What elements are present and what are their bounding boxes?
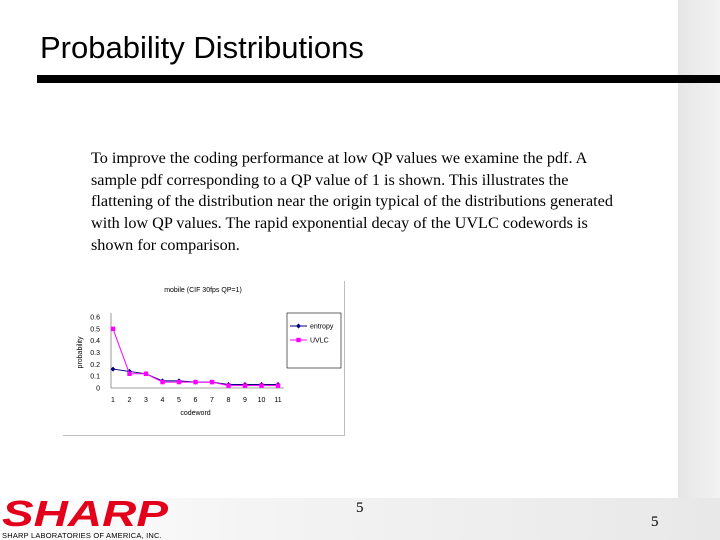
- data-point-uvlc: [259, 383, 263, 387]
- legend-label-uvlc: UVLC: [310, 337, 329, 345]
- body-paragraph: To improve the coding performance at low QP values we examine the pdf. A sample pdf corresponding to a QP value of 1 is shown. This illustrates the flattening of the distribution near the origin typical of the distributions generated with low QP values. The rapid exponential decay of the UVLC codewords is shown for comparison.: [91, 149, 613, 254]
- sharp-logo: [2, 498, 170, 530]
- data-point-uvlc: [160, 380, 164, 384]
- title-underline: [37, 75, 720, 83]
- slide-title: Probability Distributions: [40, 30, 364, 65]
- x-tick-label: 7: [210, 397, 214, 404]
- page-number-right: 5: [651, 514, 659, 530]
- data-point-uvlc: [193, 380, 197, 384]
- data-point-uvlc: [127, 372, 131, 376]
- sharp-logo-text: SHARP: [2, 498, 170, 530]
- y-tick-label: 0: [96, 385, 100, 393]
- data-point-uvlc: [144, 372, 148, 376]
- series-line-uvlc: [113, 329, 278, 386]
- data-point-uvlc: [111, 327, 115, 331]
- data-point-uvlc: [276, 383, 280, 387]
- data-point-uvlc: [226, 383, 230, 387]
- x-tick-label: 3: [144, 397, 148, 404]
- x-tick-label: 1: [111, 397, 115, 404]
- page-number-center: 5: [356, 500, 364, 516]
- x-tick-label: 10: [257, 397, 266, 404]
- y-tick-label: 0.4: [90, 338, 100, 346]
- legend-marker-uvlc: [296, 338, 300, 342]
- y-tick-label: 0.5: [90, 326, 100, 334]
- y-tick-label: 0.3: [90, 350, 100, 357]
- y-tick-label: 0.1: [90, 373, 100, 381]
- y-tick-label: 0.2: [90, 361, 100, 369]
- x-tick-label: 11: [274, 397, 282, 404]
- chart-title: mobile (CIF 30fps QP=1): [164, 287, 242, 294]
- x-tick-label: 8: [226, 397, 231, 404]
- probability-chart: [63, 281, 344, 435]
- legend-label-entropy: entropy: [310, 323, 334, 331]
- data-point-uvlc: [177, 380, 181, 384]
- x-tick-label: 4: [160, 397, 165, 404]
- x-tick-label: 6: [193, 397, 198, 404]
- x-tick-label: 5: [177, 397, 181, 404]
- data-point-uvlc: [243, 383, 247, 387]
- x-axis-label: codeword: [180, 410, 211, 417]
- y-tick-label: 0.6: [90, 314, 100, 322]
- chart-container: [63, 281, 345, 436]
- x-tick-label: 2: [127, 397, 132, 404]
- x-tick-label: 9: [243, 397, 247, 404]
- data-point-uvlc: [210, 380, 214, 384]
- company-name: SHARP LABORATORIES OF AMERICA, INC.: [2, 531, 162, 540]
- y-axis-label: probability: [77, 336, 84, 369]
